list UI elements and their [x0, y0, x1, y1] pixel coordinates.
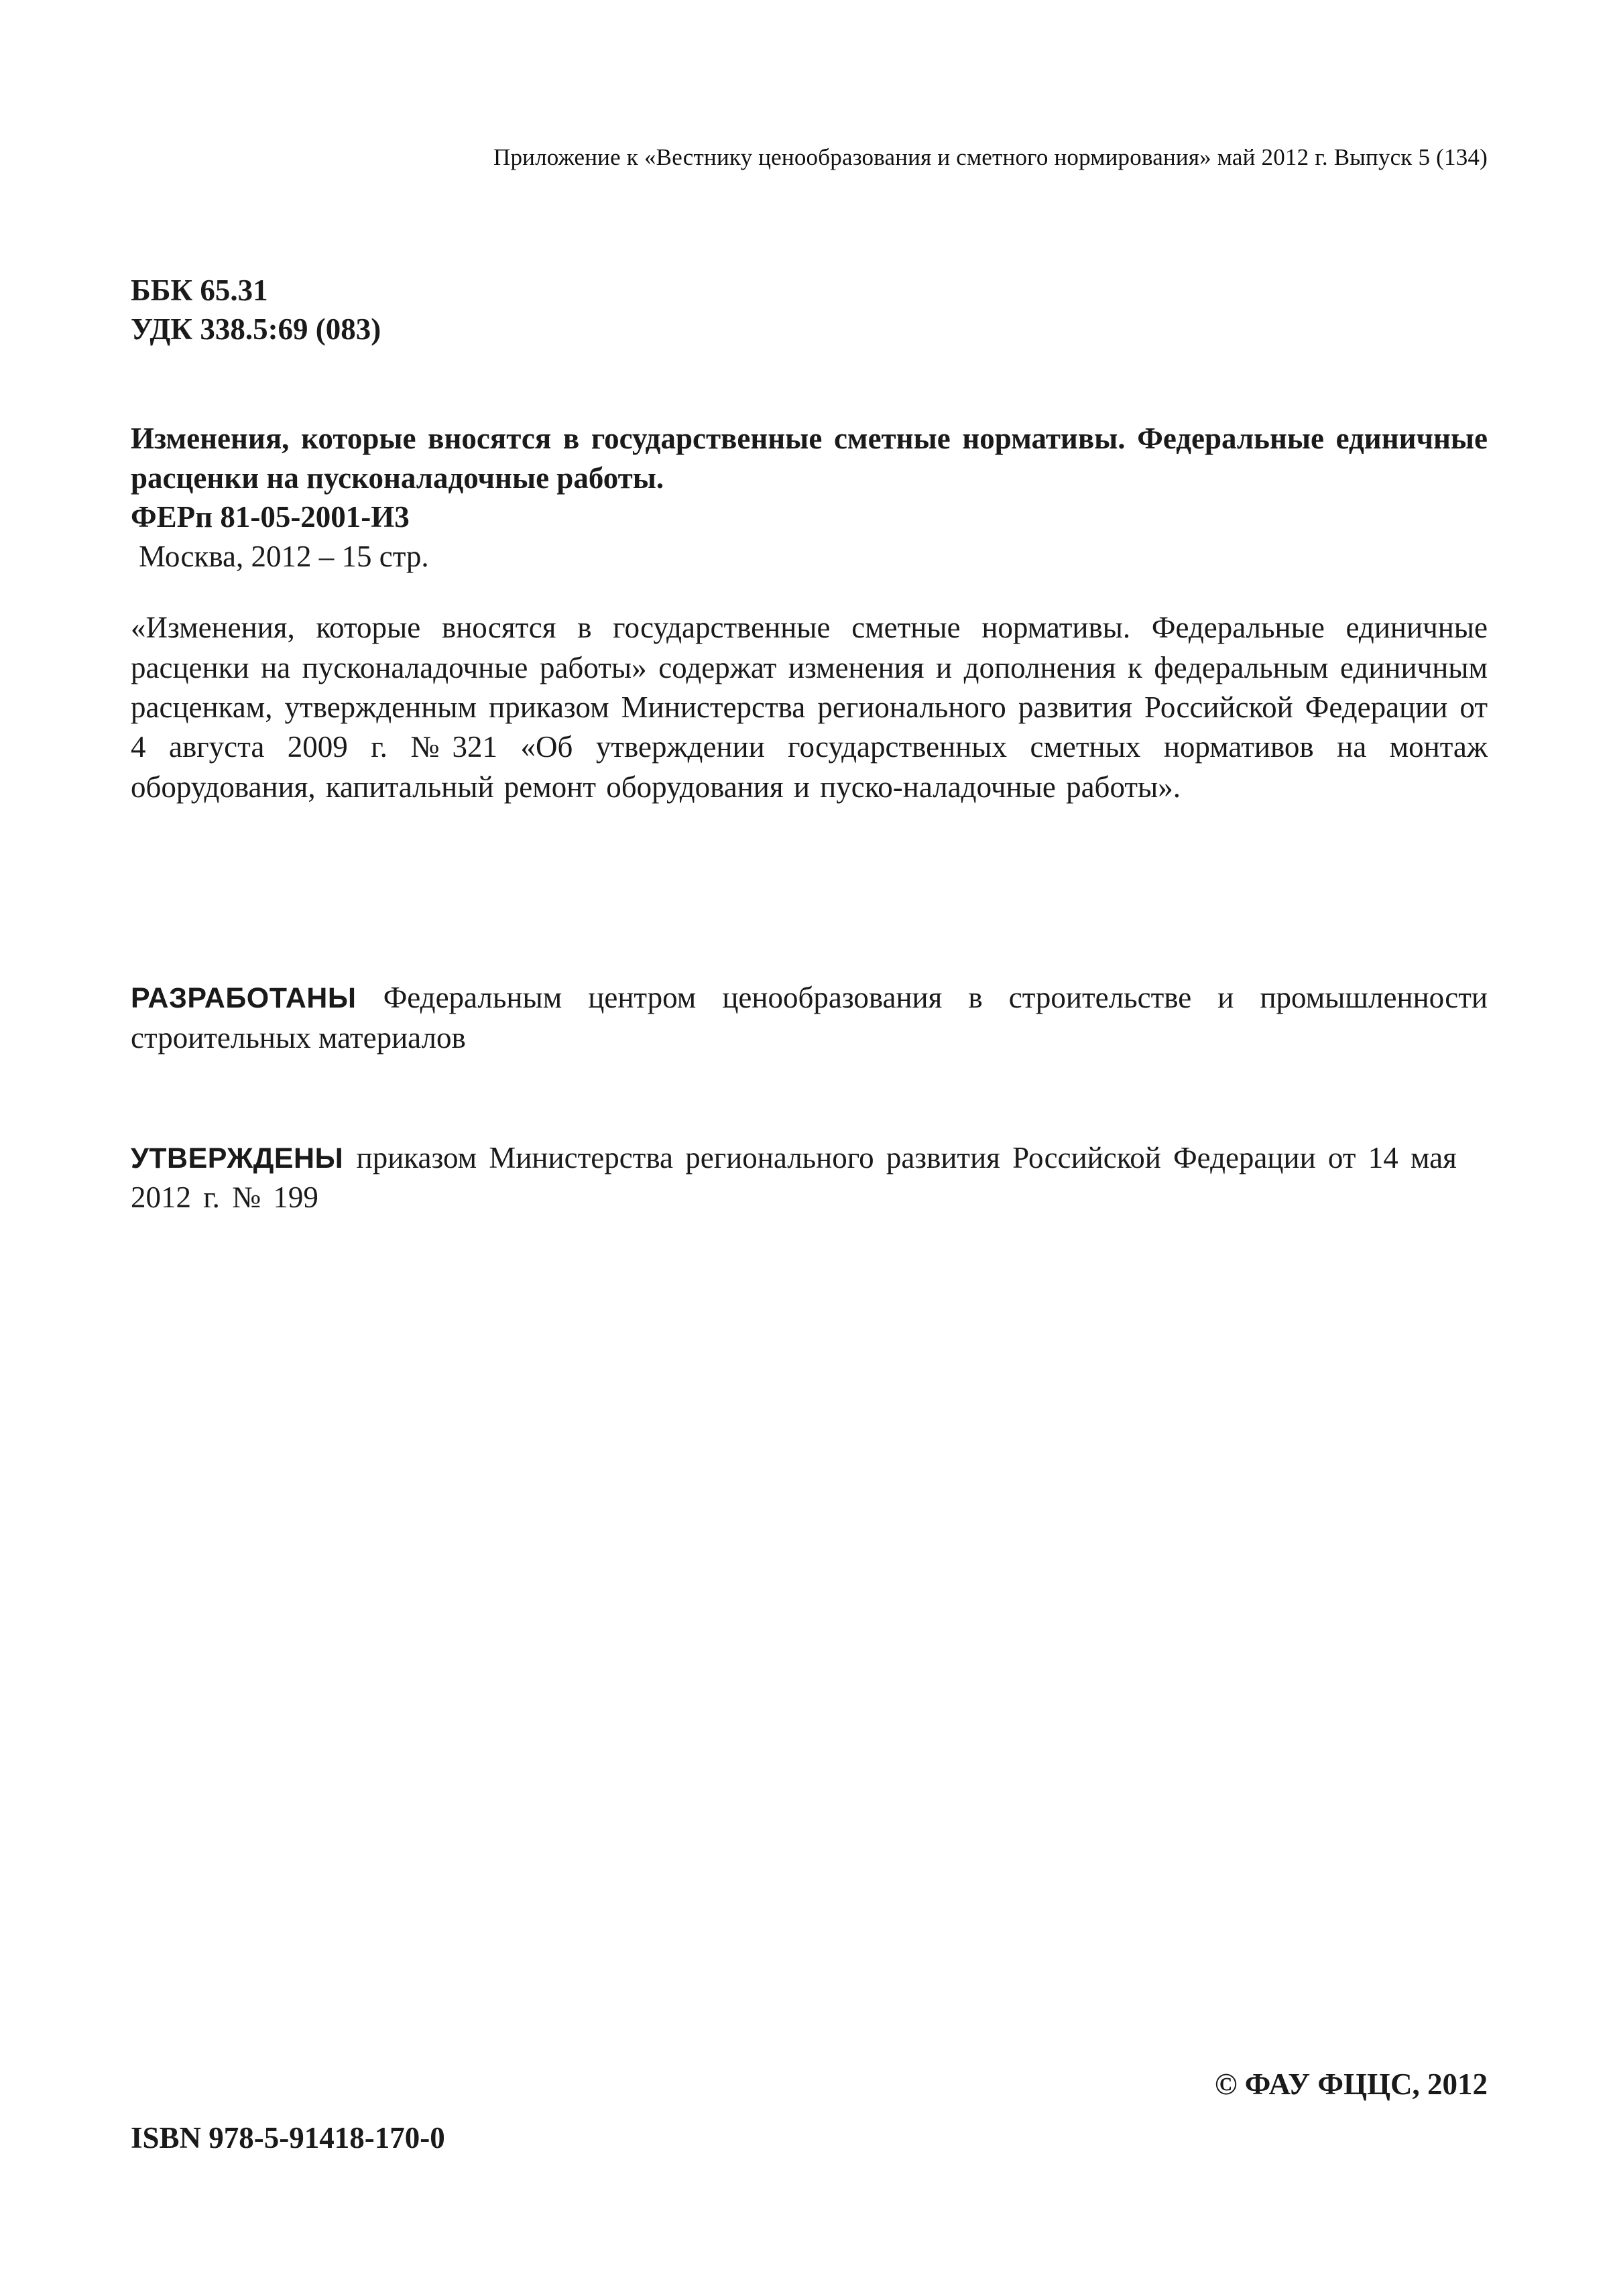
- approved-label: УТВЕРЖДЕНЫ: [131, 1142, 357, 1174]
- isbn-number: ISBN 978-5-91418-170-0: [131, 2121, 445, 2155]
- developed-label: РАЗРАБОТАНЫ: [131, 982, 383, 1015]
- developed-paragraph: [131, 978, 1488, 1058]
- approved-text: приказом Министерства регионального развития Российской Федерации от 14 мая 2012 г. № 199: [131, 1140, 1457, 1215]
- udk-code: УДК 338.5:69 (083): [131, 312, 381, 346]
- classification-codes: [131, 271, 1488, 349]
- developed-text: Федеральным центром ценообразования в строительстве и промышленности строительных материалов: [131, 981, 1488, 1054]
- title-block: [131, 419, 1488, 576]
- document-title: Изменения, которые вносятся в государственные сметные нормативы. Федеральные единичные расценки на пусконаладочные работы.: [131, 422, 1488, 495]
- approved-paragraph: [131, 1138, 1488, 1218]
- abstract-paragraph: «Изменения, которые вносятся в государственные сметные нормативы. Федеральные единичные расценки на пусконаладочные работы» содержат изменения и дополнения к федеральным единичным расценкам, утвержденным приказом Министерства регионального развития Российской Федерации от 4 августа 2009 г. №321 «Об утверждении государственных сметных нормативов на монтаж оборудования, капитальный ремонт оборудования и пуско-наладочные работы».: [131, 611, 1488, 804]
- page-header-annotation: Приложение к «Вестнику ценообразования и сметного нормирования» май 2012 г. Выпуск 5 (134): [493, 144, 1488, 170]
- document-code: ФЕРп 81-05-2001-И3: [131, 500, 410, 534]
- copyright-notice: © ФАУ ФЦЦС, 2012: [1214, 2067, 1488, 2101]
- imprint-line: Москва, 2012 – 15 стр.: [139, 539, 429, 573]
- bbk-code: ББК 65.31: [131, 274, 268, 307]
- bottom-block: [131, 2067, 1488, 2155]
